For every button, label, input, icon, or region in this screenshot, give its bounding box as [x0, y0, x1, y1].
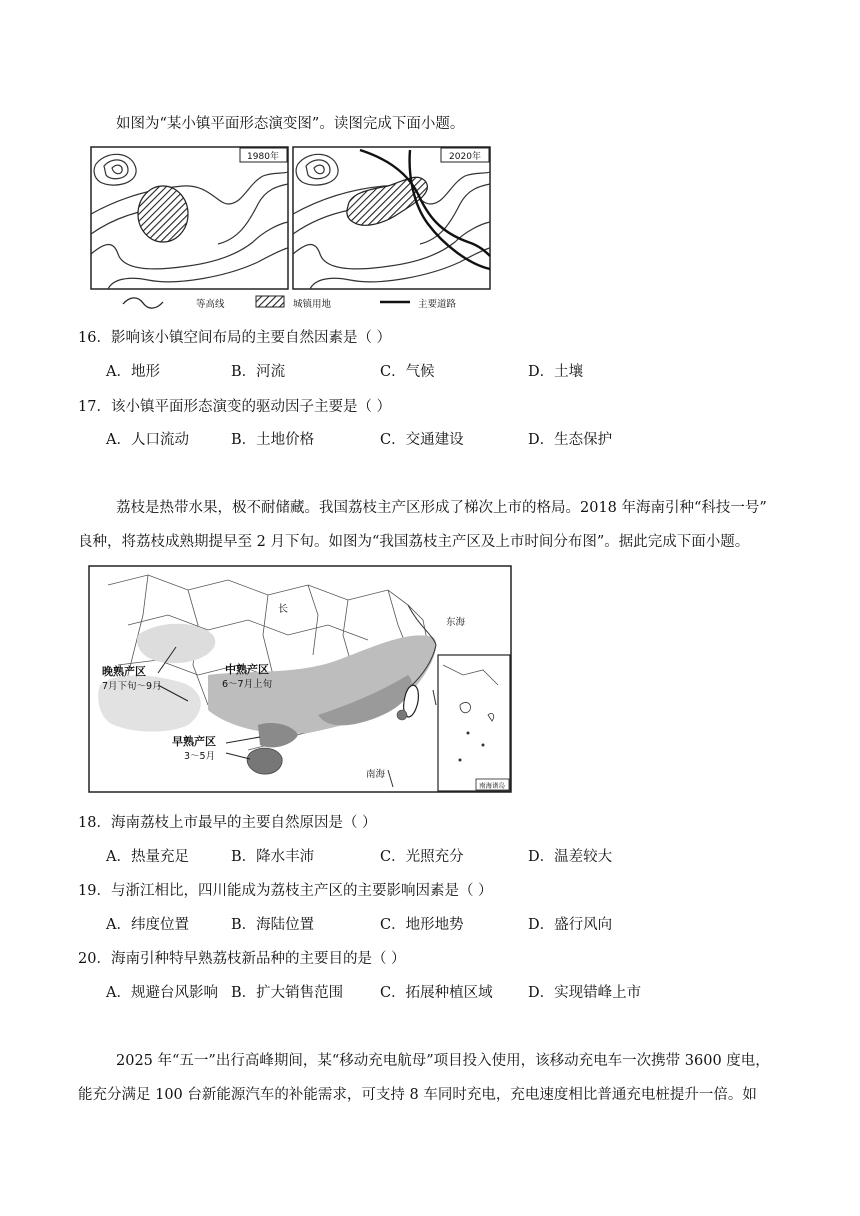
- town-evolution-figure: [88, 144, 493, 314]
- q16-option-c[interactable]: C．气候: [380, 364, 435, 380]
- intro-text-1: 如图为“某小镇平面形态演变图”。读图完成下面小题。: [116, 116, 465, 132]
- q19-option-c[interactable]: C．地形地势: [380, 917, 464, 933]
- east-sea-label: 东海: [446, 617, 466, 628]
- q16-option-b[interactable]: B．河流: [231, 364, 286, 380]
- mid-region-label: 中熟产区: [225, 663, 269, 676]
- intro-text-3-line1: 2025 年“五一”出行高峰期间，某“移动充电航母”项目投入使用，该移动充电车一次携带 3600 度电，: [116, 1053, 770, 1069]
- q16-option-d[interactable]: D．土壤: [528, 364, 584, 380]
- year-label-2020: 2020年: [449, 152, 481, 162]
- q19-option-d[interactable]: D．盛行风向: [528, 917, 613, 933]
- q17-option-b[interactable]: B．土地价格: [231, 432, 315, 448]
- question-19-stem: 19．与浙江相比，四川能成为荔枝主产区的主要影响因素是（ ）: [78, 883, 493, 899]
- q18-option-d[interactable]: D．温差较大: [528, 849, 613, 865]
- panel-2020: [293, 147, 490, 289]
- south-sea-label: 南海: [366, 769, 386, 780]
- intro-text-2-line1: 荔枝是热带水果，极不耐储藏。我国荔枝主产区形成了梯次上市的格局。2018 年海南引种“科技一号”: [116, 500, 767, 516]
- q19-option-a[interactable]: A．纬度位置: [106, 917, 189, 933]
- early-region-time: 3～5月: [184, 751, 216, 762]
- question-17-stem: 17．该小镇平面形态演变的驱动因子主要是（ ）: [78, 399, 392, 415]
- q17-option-a[interactable]: A．人口流动: [106, 432, 189, 448]
- q18-option-a[interactable]: A．热量充足: [106, 849, 189, 865]
- river-label: 长: [278, 604, 288, 615]
- panel-1980: [91, 147, 288, 289]
- q18-option-c[interactable]: C．光照充分: [380, 849, 464, 865]
- question-20-stem: 20．海南引种特早熟荔枝新品种的主要目的是（ ）: [78, 951, 406, 967]
- q20-option-a[interactable]: A．规避台风影响: [106, 985, 218, 1001]
- q20-option-d[interactable]: D．实现错峰上市: [528, 985, 642, 1001]
- year-label-1980: 1980年: [247, 152, 279, 162]
- q17-option-c[interactable]: C．交通建设: [380, 432, 464, 448]
- legend-contour: 等高线: [196, 299, 225, 310]
- q18-option-b[interactable]: B．降水丰沛: [231, 849, 315, 865]
- intro-text-2-line2: 良种，将荔枝成熟期提早至 2 月下旬。如图为“我国荔枝主产区及上市时间分布图”。据此完成下面小题。: [78, 534, 750, 550]
- figure-legend: [123, 296, 457, 310]
- legend-road: 主要道路: [418, 299, 457, 310]
- q16-option-a[interactable]: A．地形: [106, 364, 160, 380]
- legend-urban: 城镇用地: [293, 299, 332, 310]
- contour-legend-symbol: [123, 298, 163, 308]
- early-region-label: 早熟产区: [172, 735, 216, 748]
- late-region-time: 7月下旬～9月: [102, 681, 162, 692]
- south-china-sea-inset: [438, 655, 510, 791]
- hainan-island: [247, 748, 282, 774]
- inset-label: 南海诸岛: [479, 781, 505, 790]
- q20-option-b[interactable]: B．扩大销售范围: [231, 985, 344, 1001]
- q19-option-b[interactable]: B．海陆位置: [231, 917, 315, 933]
- late-region-label: 晚熟产区: [102, 665, 146, 678]
- question-18-stem: 18．海南荔枝上市最早的主要自然原因是（ ）: [78, 815, 377, 831]
- urban-area-1980: [138, 186, 188, 242]
- intro-text-3-line2: 能充分满足 100 台新能源汽车的补能需求，可支持 8 车同时充电，充电速度相比普通充电桩提升一倍。如: [78, 1087, 757, 1103]
- question-16-stem: 16．影响该小镇空间布局的主要自然因素是（ ）: [78, 330, 392, 346]
- mid-region-time: 6～7月上旬: [222, 679, 273, 690]
- q17-option-d[interactable]: D．生态保护: [528, 432, 613, 448]
- lychee-region-map: [88, 565, 512, 793]
- q20-option-c[interactable]: C．拓展种植区域: [380, 985, 493, 1001]
- urban-legend-symbol: [256, 296, 284, 307]
